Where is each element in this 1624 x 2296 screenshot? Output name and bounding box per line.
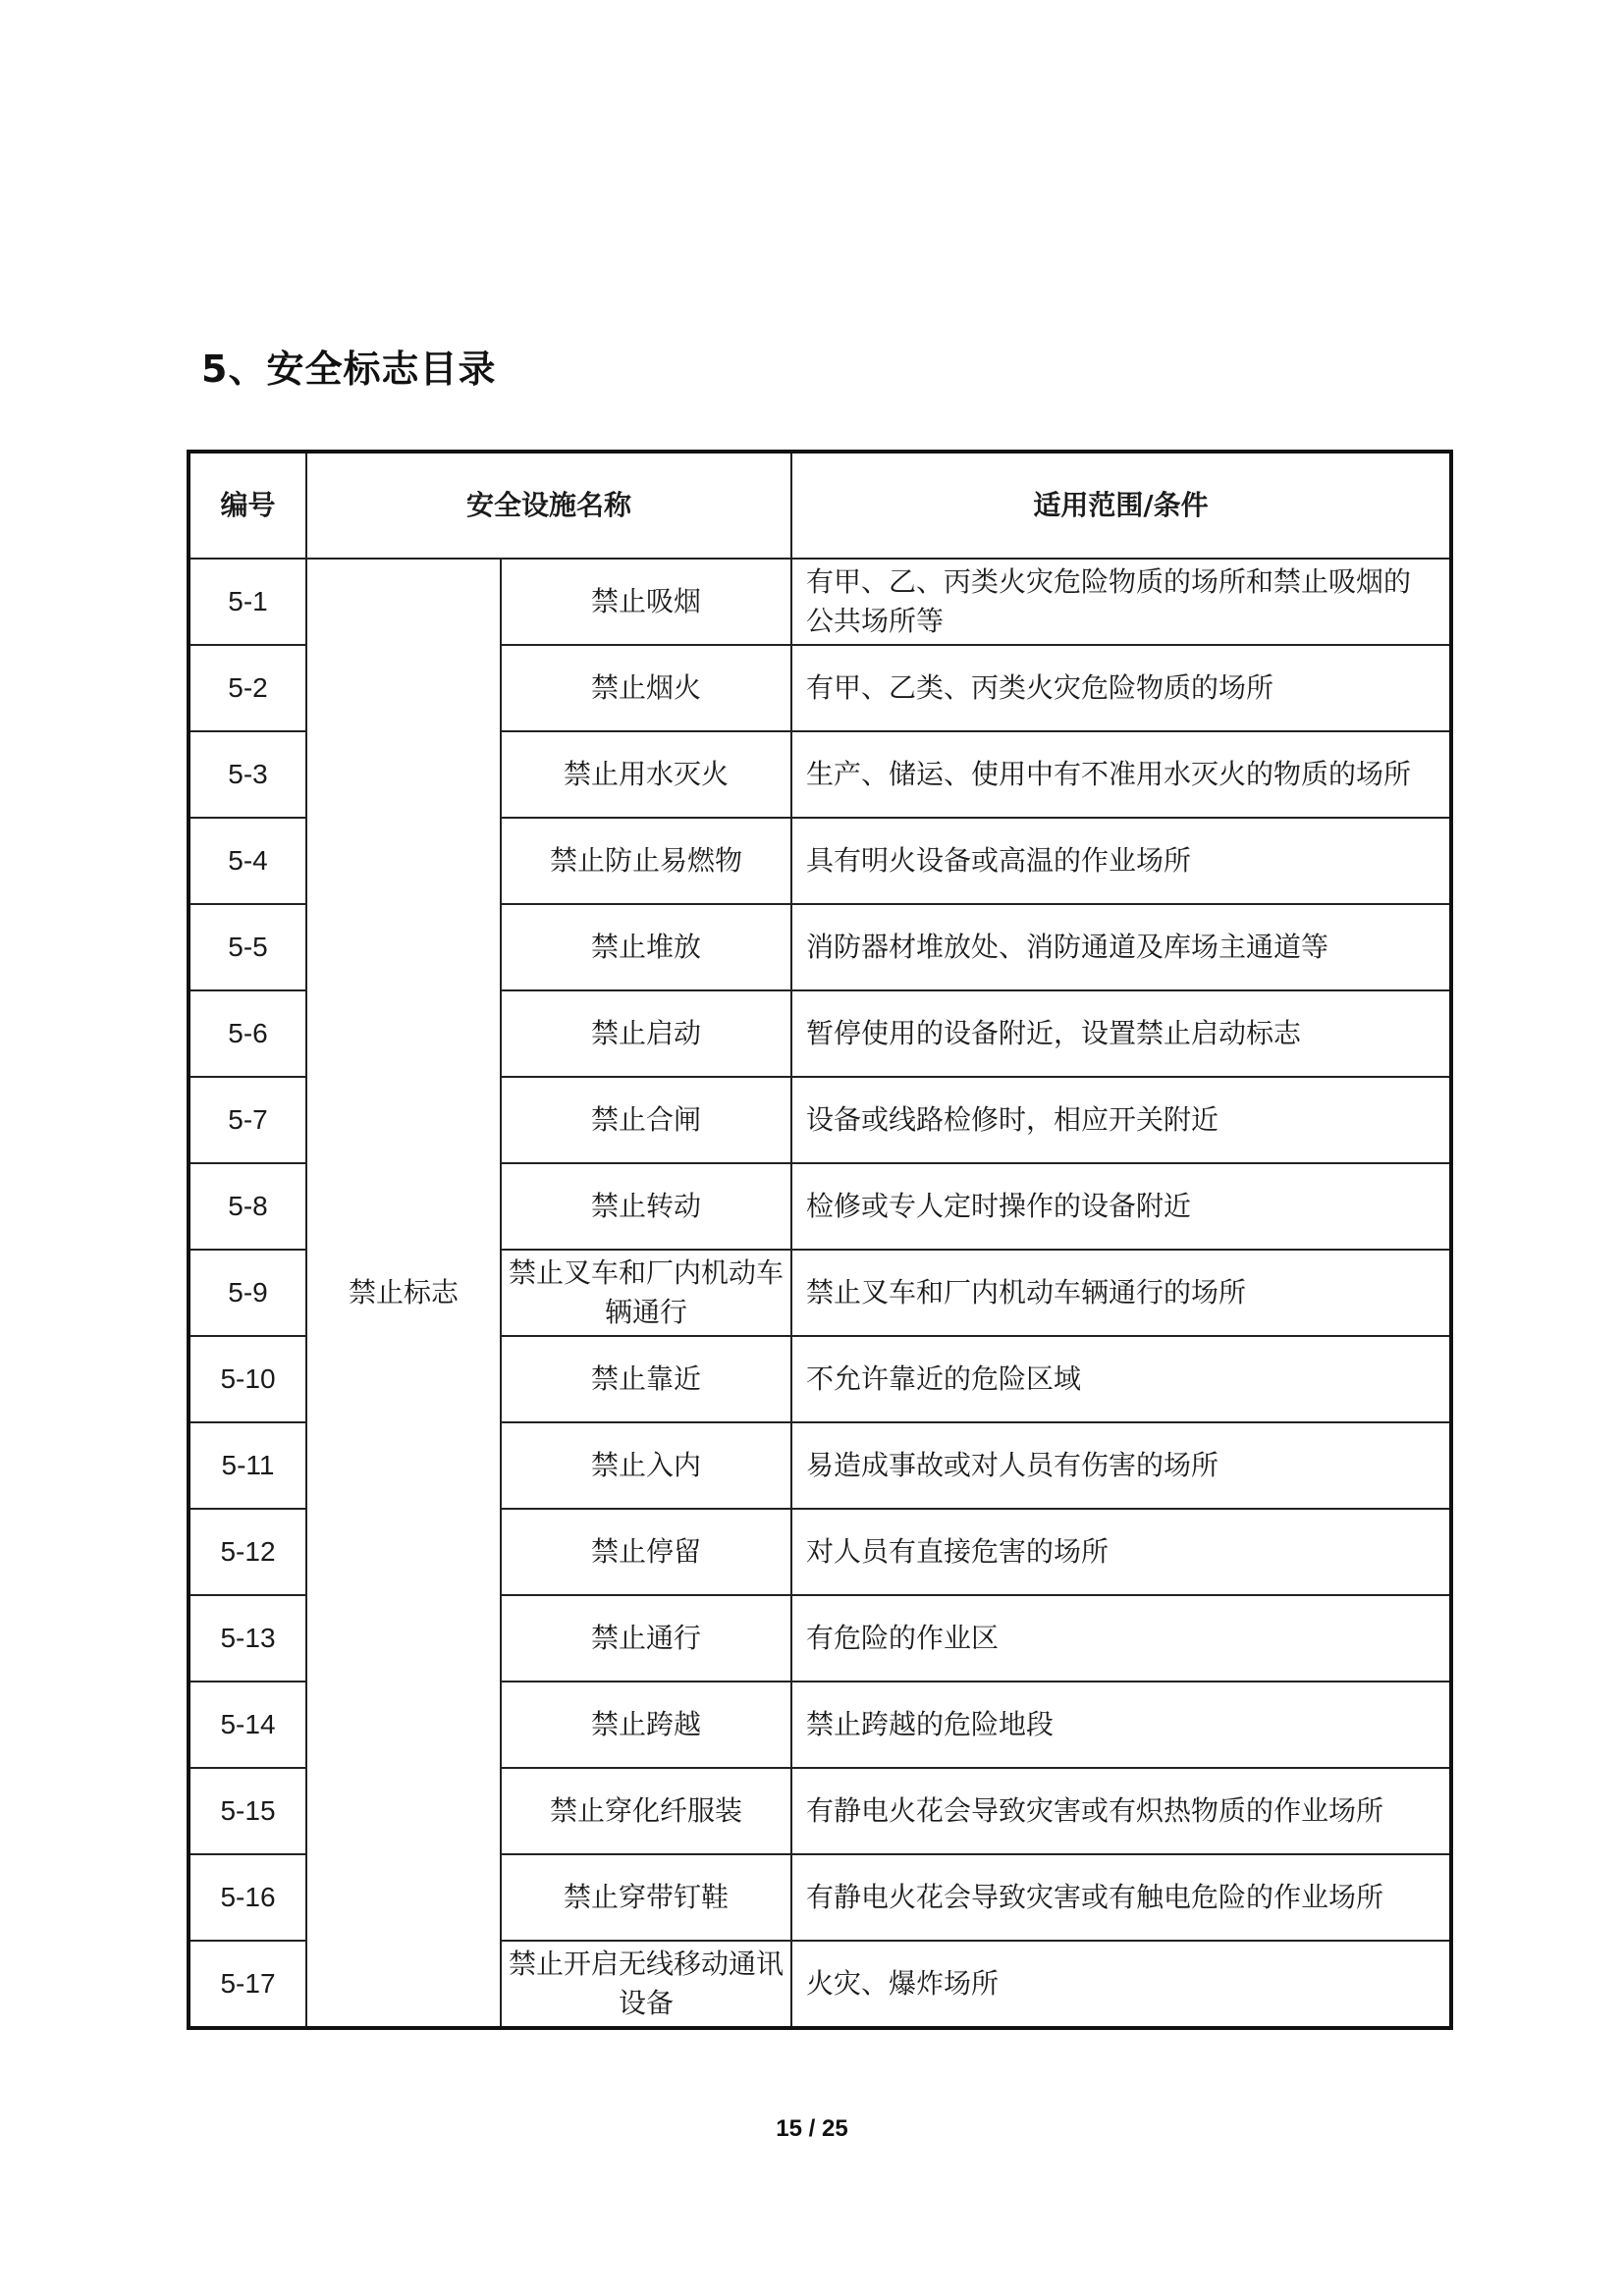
row-facility-name: 禁止防止易燃物 [501,818,791,904]
row-facility-name: 禁止用水灭火 [501,731,791,818]
row-code: 5-16 [189,1854,306,1941]
table-body [189,559,1451,2028]
row-scope: 有静电火花会导致灾害或有炽热物质的作业场所 [791,1768,1451,1854]
row-code: 5-15 [189,1768,306,1854]
table-header-row [189,452,1451,559]
row-facility-name: 禁止跨越 [501,1682,791,1768]
header-scope: 适用范围/条件 [791,452,1451,559]
row-facility-name: 禁止烟火 [501,645,791,731]
section-heading: 5、安全标志目录 [201,347,497,391]
row-facility-name: 禁止停留 [501,1509,791,1595]
row-code: 5-12 [189,1509,306,1595]
row-facility-name: 禁止靠近 [501,1336,791,1422]
safety-sign-table [187,450,1453,2030]
row-scope: 具有明火设备或高温的作业场所 [791,818,1451,904]
category-cell: 禁止标志 [306,559,501,2028]
row-facility-name: 禁止通行 [501,1595,791,1682]
row-facility-name: 禁止转动 [501,1163,791,1250]
row-scope: 禁止叉车和厂内机动车辆通行的场所 [791,1250,1451,1336]
row-facility-name: 禁止吸烟 [501,559,791,645]
row-facility-name: 禁止穿带钉鞋 [501,1854,791,1941]
row-facility-name: 禁止堆放 [501,904,791,990]
row-facility-name: 禁止合闸 [501,1077,791,1163]
row-code: 5-1 [189,559,306,645]
page-number: 15 / 25 [776,2115,848,2142]
row-code: 5-10 [189,1336,306,1422]
row-facility-name: 禁止入内 [501,1422,791,1509]
row-code: 5-3 [189,731,306,818]
row-scope: 消防器材堆放处、消防通道及库场主通道等 [791,904,1451,990]
row-facility-name: 禁止穿化纤服装 [501,1768,791,1854]
row-scope: 暂停使用的设备附近，设置禁止启动标志 [791,990,1451,1077]
row-scope: 设备或线路检修时，相应开关附近 [791,1077,1451,1163]
header-name: 安全设施名称 [306,452,791,559]
row-code: 5-9 [189,1250,306,1336]
row-scope: 禁止跨越的危险地段 [791,1682,1451,1768]
row-facility-name: 禁止叉车和厂内机动车辆通行 [501,1250,791,1336]
row-scope: 有静电火花会导致灾害或有触电危险的作业场所 [791,1854,1451,1941]
row-code: 5-7 [189,1077,306,1163]
row-code: 5-17 [189,1941,306,2028]
row-code: 5-13 [189,1595,306,1682]
row-code: 5-5 [189,904,306,990]
row-scope: 有甲、乙、丙类火灾危险物质的场所和禁止吸烟的公共场所等 [791,559,1451,645]
row-code: 5-8 [189,1163,306,1250]
row-scope: 检修或专人定时操作的设备附近 [791,1163,1451,1250]
row-code: 5-11 [189,1422,306,1509]
row-scope: 不允许靠近的危险区域 [791,1336,1451,1422]
table-row [189,559,1451,645]
row-code: 5-6 [189,990,306,1077]
row-scope: 对人员有直接危害的场所 [791,1509,1451,1595]
row-code: 5-2 [189,645,306,731]
row-code: 5-14 [189,1682,306,1768]
row-scope: 生产、储运、使用中有不准用水灭火的物质的场所 [791,731,1451,818]
row-facility-name: 禁止启动 [501,990,791,1077]
row-scope: 有甲、乙类、丙类火灾危险物质的场所 [791,645,1451,731]
header-code: 编号 [189,452,306,559]
row-code: 5-4 [189,818,306,904]
row-scope: 易造成事故或对人员有伤害的场所 [791,1422,1451,1509]
row-facility-name: 禁止开启无线移动通讯设备 [501,1941,791,2028]
row-scope: 火灾、爆炸场所 [791,1941,1451,2028]
row-scope: 有危险的作业区 [791,1595,1451,1682]
